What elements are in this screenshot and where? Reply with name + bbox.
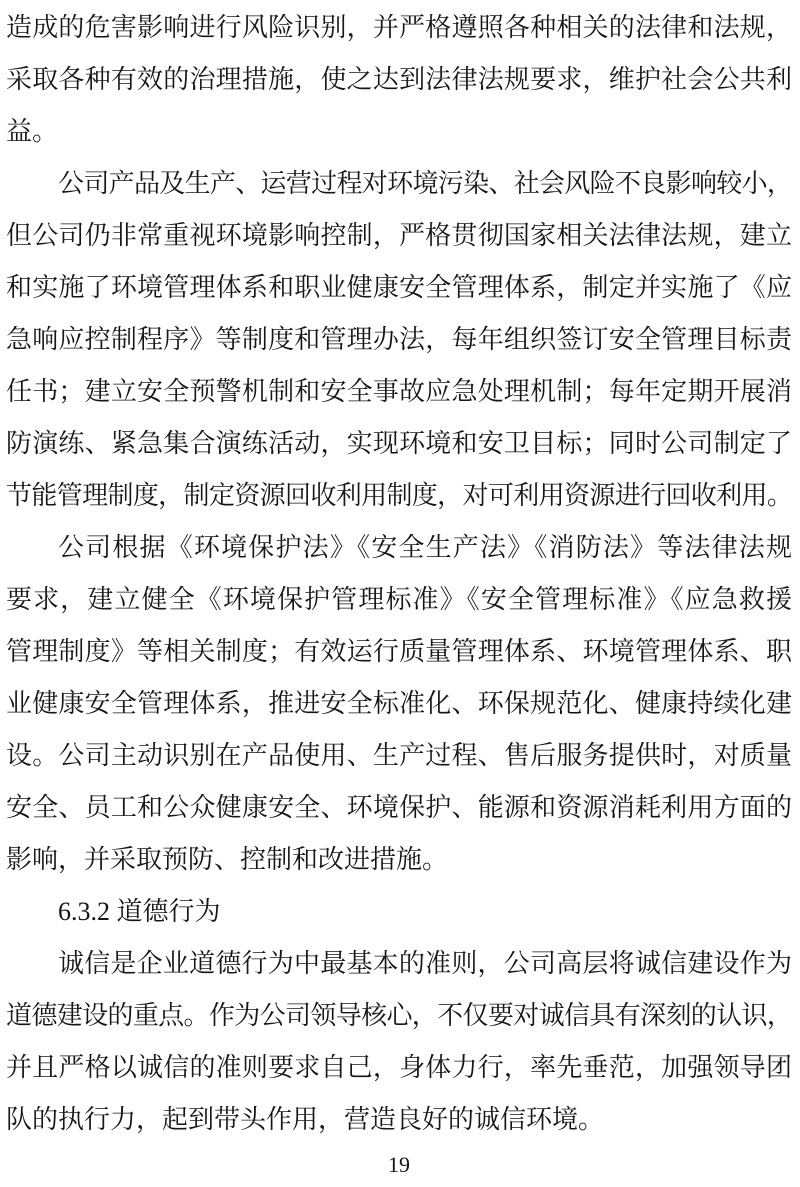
text-line: 节能管理制度，制定资源回收利用制度，对可利用资源进行回收利用。 [6, 481, 792, 510]
text-line: 要求，建立健全《环境保护管理标准》《安全管理标准》《应急救援 [6, 585, 792, 614]
text-line: 造成的危害影响进行风险识别，并严格遵照各种相关的法律和法规， [6, 13, 792, 42]
text-line: 业健康安全管理体系，推进安全标准化、环保规范化、健康持续化建 [6, 689, 792, 718]
text-line: 采取各种有效的治理措施，使之达到法律法规要求，维护社会公共利 [6, 65, 792, 94]
text-line: 设。公司主动识别在产品使用、生产过程、售后服务提供时，对质量 [6, 741, 792, 770]
text-line: 安全、员工和公众健康安全、环境保护、能源和资源消耗利用方面的 [6, 793, 792, 822]
text-line: 防演练、紧急集合演练活动，实现环境和安卫目标；同时公司制定了 [6, 429, 792, 458]
text-line: 公司根据《环境保护法》《安全生产法》《消防法》等法律法规 [58, 533, 792, 562]
text-line: 道德建设的重点。作为公司领导核心，不仅要对诚信具有深刻的认识， [6, 1001, 792, 1030]
text-line: 但公司仍非常重视环境影响控制，严格贯彻国家相关法律法规，建立 [6, 221, 792, 250]
section-heading: 6.3.2 道德行为 [58, 897, 221, 926]
text-line: 诚信是企业道德行为中最基本的准则，公司高层将诚信建设作为 [58, 949, 792, 978]
text-line: 公司产品及生产、运营过程对环境污染、社会风险不良影响较小， [58, 169, 792, 198]
text-line: 队的执行力，起到带头作用，营造良好的诚信环境。 [6, 1105, 605, 1134]
text-line: 急响应控制程序》等制度和管理办法，每年组织签订安全管理目标责 [6, 325, 792, 354]
text-line: 任书；建立安全预警机制和安全事故应急处理机制；每年定期开展消 [6, 377, 792, 406]
text-line: 并且严格以诚信的准则要求自己，身体力行，率先垂范，加强领导团 [6, 1053, 792, 1082]
text-line: 和实施了环境管理体系和职业健康安全管理体系，制定并实施了《应 [6, 273, 792, 302]
page-number: 19 [388, 1152, 410, 1177]
text-line: 影响，并采取预防、控制和改进措施。 [6, 845, 449, 874]
text-line: 益。 [6, 117, 59, 146]
text-line: 管理制度》等相关制度；有效运行质量管理体系、环境管理体系、职 [6, 637, 792, 666]
